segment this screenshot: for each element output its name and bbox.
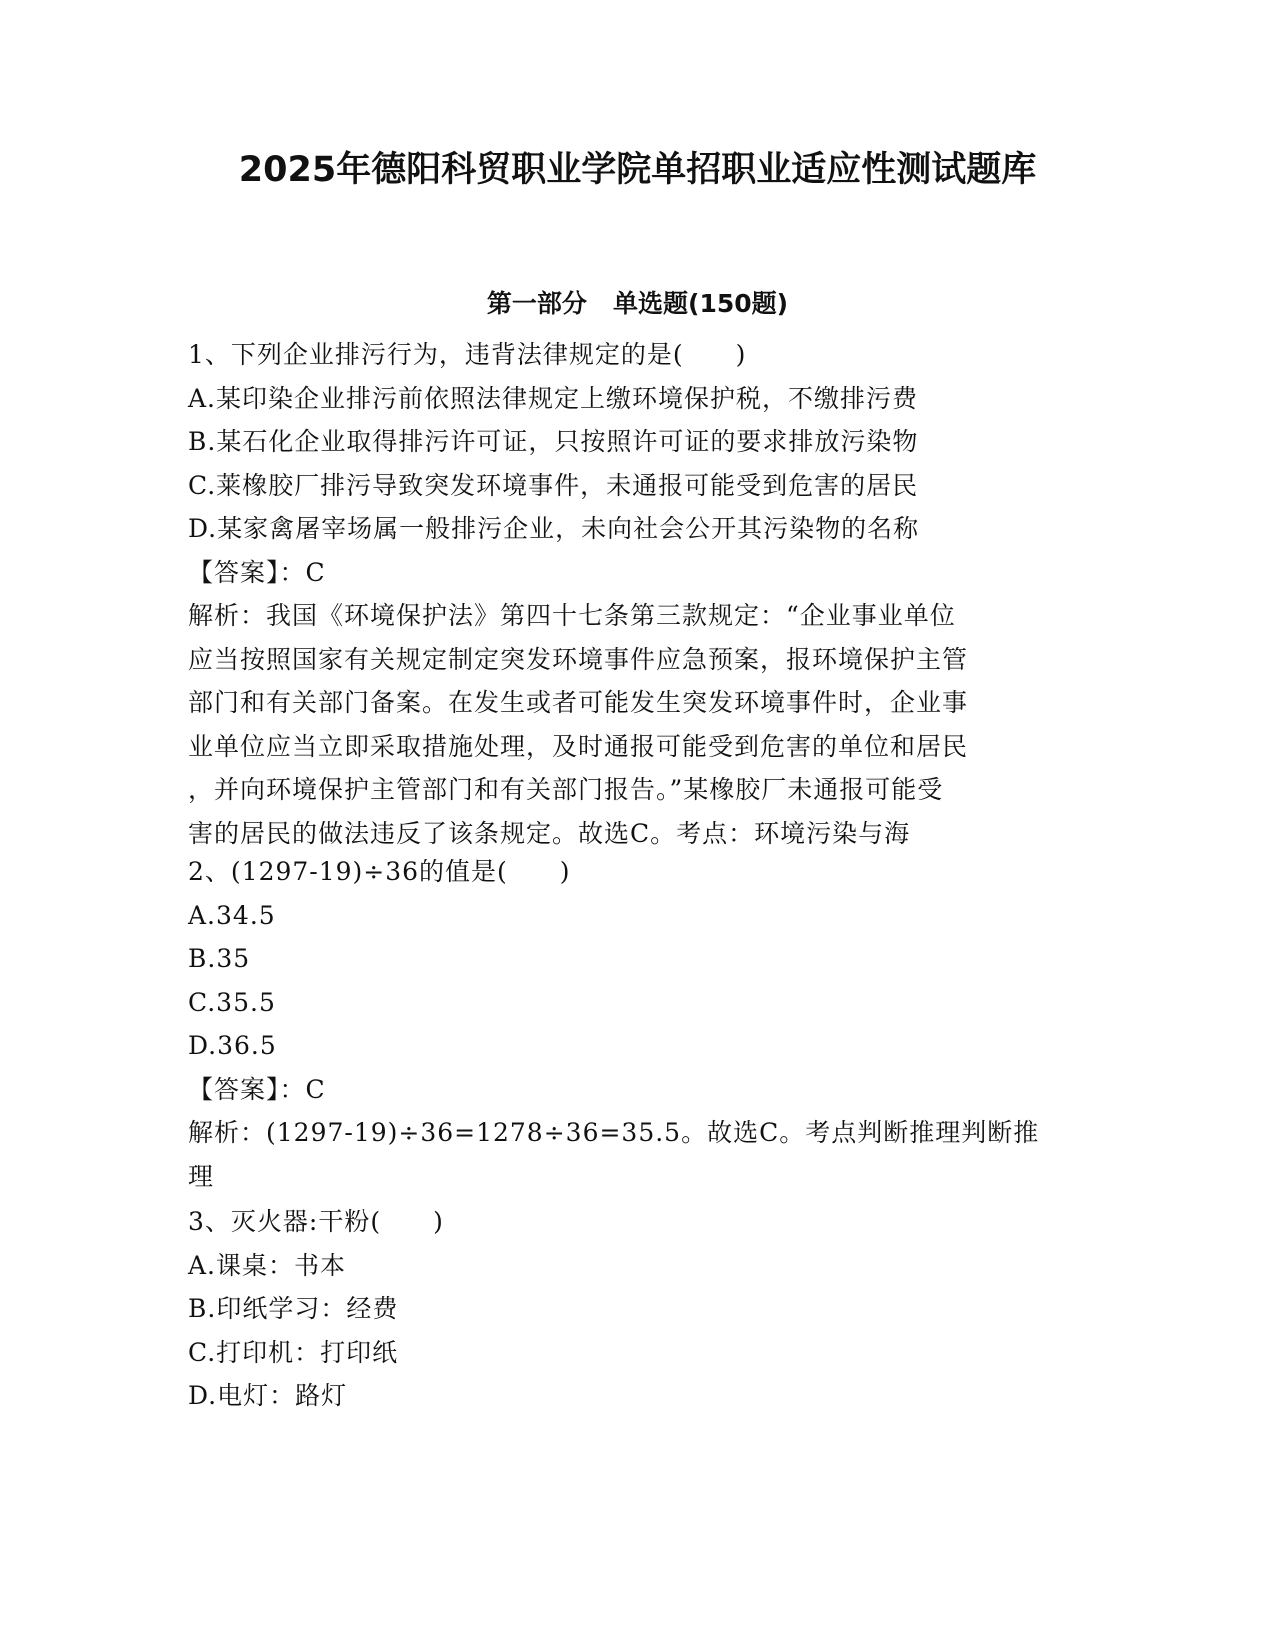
answer-line: 【答案】：C — [188, 557, 326, 587]
option-c: C.35.5 — [188, 987, 276, 1017]
analysis-line: 解析：(1297-19)÷36=1278÷36=35.5。故选C。考点判断推理判断推 — [188, 1118, 1040, 1147]
option-b: B.印纸学习：经费 — [188, 1294, 399, 1323]
analysis-line: 应当按照国家有关规定制定突发环境事件应急预案，报环境保护主管 — [188, 644, 969, 674]
analysis-line: 部门和有关部门备案。在发生或者可能发生突发环境事件时，企业事 — [188, 688, 969, 717]
option-a: A.课桌：书本 — [188, 1250, 347, 1280]
option-b: B.35 — [188, 944, 251, 973]
option-a: A.34.5 — [188, 900, 276, 930]
option-b: B.某石化企业取得排污许可证，只按照许可证的要求排放污染物 — [188, 427, 919, 456]
answer-line: 【答案】：C — [188, 1074, 326, 1104]
option-c: C.莱橡胶厂排污导致突发环境事件，未通报可能受到危害的居民 — [188, 470, 919, 500]
option-d: D.36.5 — [188, 1031, 277, 1060]
document-title: 2025年德阳科贸职业学院单招职业适应性测试题库 — [238, 150, 1037, 190]
question-stem: 2、(1297-19)÷36的值是( ) — [188, 857, 571, 886]
question-stem: 3、灭火器:干粉( ) — [188, 1207, 444, 1236]
option-d: D.某家禽屠宰场属一般排污企业，未向社会公开其污染物的名称 — [188, 514, 920, 543]
analysis-line: 理 — [188, 1161, 215, 1191]
question-block-1 — [188, 333, 1068, 855]
analysis-line: 业单位应当立即采取措施处理，及时通报可能受到危害的单位和居民 — [188, 731, 969, 761]
question-block-3 — [188, 1200, 1068, 1418]
analysis-line: ，并向环境保护主管部门和有关部门报告。”某橡胶厂未通报可能受 — [188, 775, 944, 804]
option-c: C.打印机：打印纸 — [188, 1337, 399, 1367]
analysis-line: 解析：我国《环境保护法》第四十七条第三款规定：“企业事业单位 — [188, 601, 956, 630]
question-stem: 1、下列企业排污行为，违背法律规定的是( ) — [188, 340, 747, 369]
question-block-2 — [188, 850, 1068, 1198]
section-title: 第一部分 单选题(150题) — [486, 289, 789, 318]
analysis-line: 害的居民的做法违反了该条规定。故选C。考点：环境污染与海 — [188, 818, 911, 848]
option-a: A.某印染企业排污前依照法律规定上缴环境保护税，不缴排污费 — [188, 383, 919, 413]
option-d: D.电灯：路灯 — [188, 1381, 348, 1410]
